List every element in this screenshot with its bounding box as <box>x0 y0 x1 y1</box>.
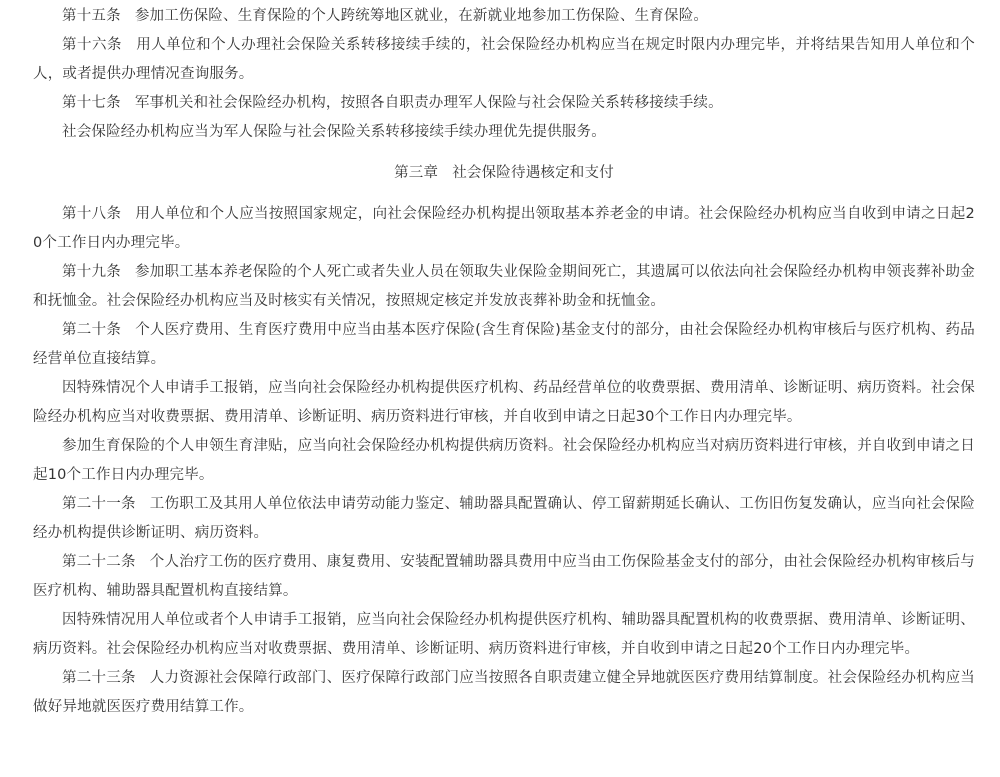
article-19 <box>33 258 975 316</box>
article-text: 参加职工基本养老保险的个人死亡或者失业人员在领取失业保险金期间死亡，其遗属可以依法向社会保险经办机构申领丧葬补助金和抚恤金。社会保险经办机构应当及时核实有关情况，按照规定核定并发放丧葬补助金和抚恤金。 <box>33 264 975 309</box>
article-number: 第二十条 <box>62 322 122 338</box>
article-16 <box>33 31 975 89</box>
article-number: 第二十一条 <box>62 496 136 512</box>
article-number: 第二十二条 <box>62 554 136 570</box>
article-number: 第十九条 <box>62 264 121 280</box>
article-text: 人力资源社会保障行政部门、医疗保障行政部门应当按照各自职责建立健全异地就医医疗费用结算制度。社会保险经办机构应当做好异地就医医疗费用结算工作。 <box>33 670 976 715</box>
article-text: 参加工伤保险、生育保险的个人跨统筹地区就业，在新就业地参加工伤保险、生育保险。 <box>134 8 709 24</box>
article-20-paragraph-2 <box>33 374 975 432</box>
article-text: 因特殊情况用人单位或者个人申请手工报销，应当向社会保险经办机构提供医疗机构、辅助器具配置机构的收费票据、费用清单、诊断证明、病历资料。社会保险经办机构应当对收费票据、费用清单、诊断证明、病历资料进行审核，并自收到申请之日起20个工作日内办理完毕。 <box>33 612 975 657</box>
article-number: 第十五条 <box>62 8 121 24</box>
article-number: 第十七条 <box>62 95 121 111</box>
article-22 <box>33 548 975 606</box>
chapter-title: 社会保险待遇核定和支付 <box>452 165 614 181</box>
article-number: 第十八条 <box>62 206 122 222</box>
article-22-paragraph-2 <box>33 606 975 664</box>
article-text: 军事机关和社会保险经办机构，按照各自职责办理军人保险与社会保险关系转移接续手续。 <box>134 95 723 111</box>
article-text: 用人单位和个人办理社会保险关系转移接续手续的，社会保险经办机构应当在规定时限内办理完毕，并将结果告知用人单位和个人，或者提供办理情况查询服务。 <box>33 37 975 82</box>
article-20 <box>33 316 975 374</box>
article-17-paragraph-2 <box>33 118 975 147</box>
article-21 <box>33 490 975 548</box>
article-17 <box>33 89 975 118</box>
article-20-paragraph-3 <box>33 432 975 490</box>
article-text: 用人单位和个人应当按照国家规定，向社会保险经办机构提出领取基本养老金的申请。社会保险经办机构应当自收到申请之日起20个工作日内办理完毕。 <box>33 206 975 251</box>
article-number: 第十六条 <box>62 37 122 53</box>
article-text: 因特殊情况个人申请手工报销，应当向社会保险经办机构提供医疗机构、药品经营单位的收费票据、费用清单、诊断证明、病历资料。社会保险经办机构应当对收费票据、费用清单、诊断证明、病历资料进行审核，并自收到申请之日起30个工作日内办理完毕。 <box>33 380 975 425</box>
article-text: 工伤职工及其用人单位依法申请劳动能力鉴定、辅助器具配置确认、停工留薪期延长确认、工伤旧伤复发确认，应当向社会保险经办机构提供诊断证明、病历资料。 <box>33 496 976 541</box>
chapter-heading <box>33 159 975 188</box>
article-15 <box>33 2 975 31</box>
article-18 <box>33 200 975 258</box>
article-23 <box>33 664 975 722</box>
article-text: 个人治疗工伤的医疗费用、康复费用、安装配置辅助器具费用中应当由工伤保险基金支付的部分，由社会保险经办机构审核后与医疗机构、辅助器具配置机构直接结算。 <box>33 554 976 599</box>
article-number: 第二十三条 <box>62 670 136 686</box>
article-text: 参加生育保险的个人申领生育津贴，应当向社会保险经办机构提供病历资料。社会保险经办机构应当对病历资料进行审核，并自收到申请之日起10个工作日内办理完毕。 <box>33 438 975 483</box>
article-text: 社会保险经办机构应当为军人保险与社会保险关系转移接续手续办理优先提供服务。 <box>62 124 606 140</box>
article-text: 个人医疗费用、生育医疗费用中应当由基本医疗保险(含生育保险)基金支付的部分，由社会保险经办机构审核后与医疗机构、药品经营单位直接结算。 <box>33 322 975 367</box>
chapter-number: 第三章 <box>394 165 439 181</box>
